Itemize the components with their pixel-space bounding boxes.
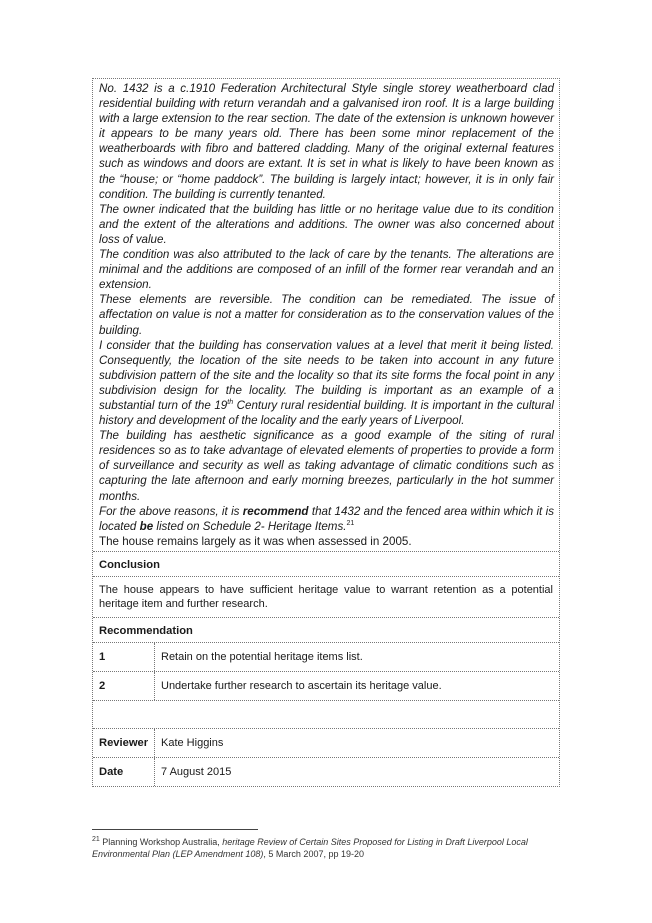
- recommendation-number: 2: [93, 672, 155, 700]
- narrative-section: [93, 79, 559, 552]
- recommendation-heading: Recommendation: [93, 618, 559, 643]
- p5-text-a: I consider that the building has conservation values at a level that merit it being listed. Consequently, the location of the site needs to be taken into account in any future subdivision pattern of the site and the locality so that its site forms the focal point in any subdivision design for the locality. The building is important as an example of a substantial turn of the 19: [99, 338, 554, 412]
- recommendation-row: [93, 672, 559, 701]
- narrative-paragraph-8: The house remains largely as it was when assessed in 2005.: [99, 534, 412, 548]
- reviewer-name: Kate Higgins: [161, 736, 224, 749]
- date-label: Date: [93, 758, 155, 786]
- recommendation-text: Retain on the potential heritage items list.: [161, 650, 363, 663]
- p5-text-b: Century rural residential building. It is important in the cultural history and development of the locality and the early years of Liverpool.: [99, 398, 554, 428]
- recommendation-text: Undertake further research to ascertain its heritage value.: [161, 679, 442, 692]
- assessment-table: [92, 78, 560, 787]
- narrative-paragraph-1: No. 1432 is a c.1910 Federation Architectural Style single storey weatherboard clad residential building with return verandah and a galvanised iron roof. It is a large building with a large extension to the rear section. The date of the extension is unknown however it appears to be many years old. There has been some minor replacement of the weatherboards with fibro and battered cladding. Many of the original external features such as windows and doors are extant. It is set in what is likely to have been known as the “house; or “home paddock”. The building is largely intact; however, it is in only fair condition. The building is currently tenanted.: [99, 82, 554, 201]
- p7-text-a: For the above reasons, it is: [99, 504, 243, 518]
- narrative-paragraph-6: The building has aesthetic significance as a good example of the siting of rural residences so as to take advantage of elevated elements of properties to provide a form of surveillance and security as well as taking advantage of climatic conditions such as capturing the late afternoon and early morning breezes, particularly in the hot summer months.: [99, 429, 554, 503]
- footnote-number: 21: [92, 836, 100, 843]
- footnote-separator: [92, 829, 258, 830]
- narrative-paragraph-7: [99, 504, 554, 534]
- recommendation-row: [93, 643, 559, 672]
- p7-bold-recommend: recommend: [242, 504, 309, 518]
- narrative-paragraph-4: These elements are reversible. The condition can be remediated. The issue of affectation on value is not a matter for consideration as to the conservation values of the building.: [99, 293, 554, 337]
- conclusion-text: The house appears to have sufficient heritage value to warrant retention as a potential heritage item and further research.: [93, 577, 559, 618]
- p7-text-c: that 1432 and the fenced area within which it is located: [99, 504, 554, 533]
- p5-superscript: th: [227, 399, 234, 407]
- spacer-row: [93, 701, 559, 729]
- conclusion-heading: Conclusion: [93, 552, 559, 577]
- narrative-paragraph-3: The condition was also attributed to the lack of care by the tenants. The alterations are minimal and the additions are composed of an infill of the former rear verandah and an extension.: [99, 248, 554, 292]
- footnote-text-c: , 5 March 2007, pp 19-20: [263, 849, 364, 860]
- reviewer-label: Reviewer: [93, 729, 155, 757]
- p7-bold-be: be: [139, 519, 154, 533]
- p7-text-e: listed on Schedule 2- Heritage Items.: [153, 519, 347, 533]
- recommendation-number: 1: [93, 643, 155, 671]
- footnote: [92, 836, 558, 861]
- reviewer-row: [93, 729, 559, 758]
- narrative-paragraph-2: The owner indicated that the building has little or no heritage value due to its condition and the extent of the alterations and additions. The owner was also concerned about loss of value.: [99, 202, 554, 246]
- footnote-title: heritage Review of Certain Sites Proposed for Listing in Draft Liverpool Local Environmental Plan (LEP Amendment 108): [92, 837, 528, 860]
- footnote-reference[interactable]: 21: [346, 519, 355, 527]
- footnote-text-a: Planning Workshop Australia,: [99, 837, 223, 847]
- date-value: 7 August 2015: [161, 765, 232, 778]
- narrative-paragraph-5: [99, 338, 554, 429]
- date-row: [93, 758, 559, 786]
